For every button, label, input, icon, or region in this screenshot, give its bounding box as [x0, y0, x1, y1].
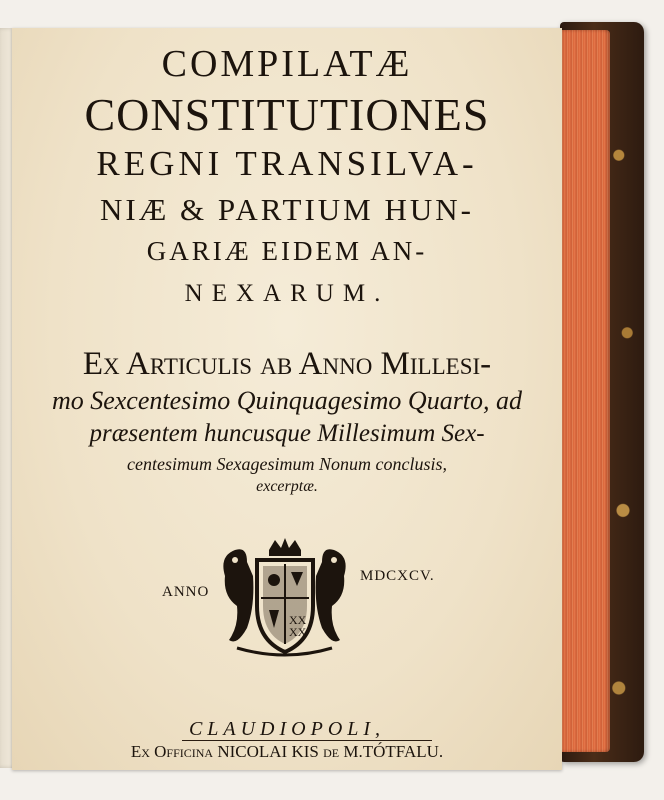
- anno-label: ANNO: [162, 584, 210, 600]
- svg-text:XX: XX: [289, 625, 307, 639]
- subtitle-line-3: præsentem huncusque Millesimum Sex-: [89, 420, 485, 447]
- title-page: [12, 28, 562, 770]
- subtitle-line-5: excerptæ.: [256, 478, 318, 495]
- subtitle-line-2: mo Sexcentesimo Quinquagesimo Quarto, ad: [51, 386, 523, 415]
- place-of-printing: CLAUDIOPOLI,: [188, 718, 386, 740]
- svg-text:XX: XX: [289, 613, 307, 627]
- title-line-1: COMPILATÆ: [161, 43, 413, 85]
- title-line-5: GARIÆ EIDEM AN-: [146, 236, 428, 266]
- subtitle-line-1: Ex Articulis ab Anno Millesi-: [82, 346, 492, 382]
- title-line-6: NEXARUM.: [184, 280, 390, 307]
- coat-of-arms-icon: [217, 536, 352, 662]
- title-line-4: NIÆ & PARTIUM HUN-: [100, 192, 474, 227]
- title-line-3: REGNI TRANSILVA-: [96, 144, 478, 183]
- printer-imprint: Ex Officina NICOLAI KIS de M.TÓTFALU.: [130, 742, 444, 761]
- title-line-2: CONSTITUTIONES: [84, 89, 490, 140]
- subtitle-line-4: centesimum Sexagesimum Nonum conclusis,: [127, 454, 447, 474]
- year-label: MDCXCV.: [360, 568, 435, 584]
